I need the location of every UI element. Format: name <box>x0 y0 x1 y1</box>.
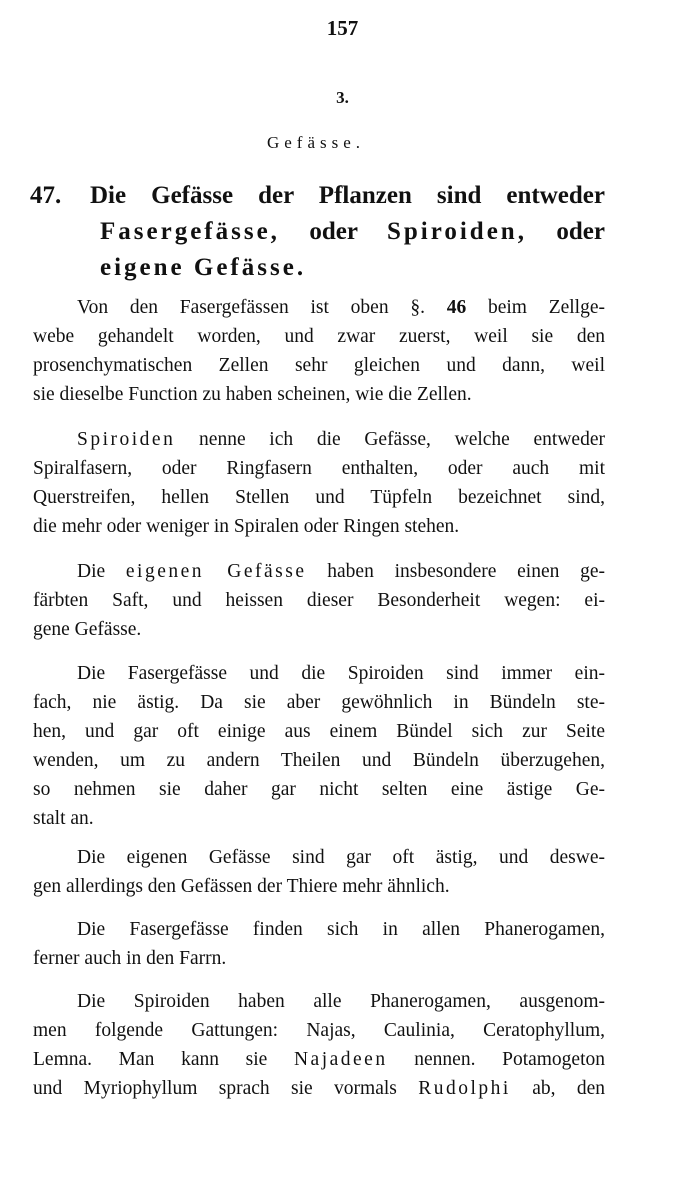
paragraph-4 <box>33 659 605 833</box>
text-line <box>33 557 605 586</box>
text-line: gene Gefässe. <box>33 619 142 640</box>
paragraph-7 <box>33 987 605 1103</box>
text-line: wenden, um zu andern Theilen und Bündeln überzugehen, <box>33 750 605 771</box>
text-line: Querstreifen, hellen Stellen und Tüpfeln bezeichnet sind, <box>33 487 605 508</box>
paragraph-heading <box>30 178 605 286</box>
text-span: nenne ich die Gefässe, welche entweder <box>175 429 605 450</box>
text-line <box>33 293 605 322</box>
spaced-term: Rudolphi <box>418 1078 511 1099</box>
text-line: so nehmen sie daher gar nicht selten eine ästige Ge- <box>33 779 605 800</box>
text-line <box>33 1074 605 1103</box>
paragraph-2 <box>33 425 605 541</box>
section-number: 3. <box>336 88 349 107</box>
text-line: Spiralfasern, oder Ringfasern enthalten, oder auch mit <box>33 458 605 479</box>
text-line <box>33 1045 605 1074</box>
text-span: und Myriophyllum sprach sie vormals <box>33 1078 419 1099</box>
paragraph-1 <box>33 293 605 409</box>
text-line: prosenchymatischen Zellen sehr gleichen und dann, weil <box>33 355 605 376</box>
heading-line-2-end: oder <box>526 218 605 245</box>
text-line: men folgende Gattungen: Najas, Caulinia, Ceratophyllum, <box>33 1020 605 1041</box>
text-line: färbten Saft, und heissen dieser Besonderheit wegen: ei- <box>33 590 605 611</box>
heading-line-2 <box>30 214 605 250</box>
section-reference: 46 <box>446 297 467 318</box>
text-line: hen, und gar oft einige aus einem Bündel sich zur Seite <box>33 721 605 742</box>
heading-line-2-mid: oder <box>279 218 387 245</box>
paragraph-6 <box>33 915 605 973</box>
text-line <box>33 425 605 454</box>
text-span: ab, den <box>510 1078 605 1099</box>
paragraph-3 <box>33 557 605 644</box>
heading-term-spiroiden: Spiroiden, <box>386 218 527 245</box>
text-line: stalt an. <box>33 808 94 829</box>
text-line: Die Fasergefässe und die Spiroiden sind immer ein- <box>77 663 605 684</box>
text-line: webe gehandelt worden, und zwar zuerst, weil sie den <box>33 326 605 347</box>
text-line: Die Spiroiden haben alle Phanerogamen, ausgenom- <box>77 991 605 1012</box>
heading-line-3 <box>30 250 605 286</box>
heading-line-1 <box>30 178 605 214</box>
spaced-term: Spiroiden <box>77 429 176 450</box>
text-span: beim Zellge- <box>466 297 605 318</box>
section-title: Gefässe. <box>266 133 366 152</box>
text-line: Die eigenen Gefässe sind gar oft ästig, und deswe- <box>77 847 605 868</box>
spaced-term: eigenen Gefässe <box>125 561 307 582</box>
heading-line-1-text: Die Gefässe der Pflanzen sind entweder <box>90 182 605 209</box>
text-span: Von den Fasergefässen ist oben §. <box>77 297 447 318</box>
heading-number: 47. <box>30 182 62 209</box>
heading-term-fasergefaesse: Fasergefässe, <box>100 218 280 245</box>
heading-line-3-end: . <box>296 254 304 281</box>
text-line: ferner auch in den Farrn. <box>33 948 227 969</box>
paragraph-5 <box>33 843 605 901</box>
page-number: 157 <box>326 16 359 40</box>
text-line: sie dieselbe Function zu haben scheinen, wie die Zellen. <box>33 384 472 405</box>
heading-term-eigene-gefaesse: eigene Gefässe <box>100 254 297 281</box>
text-span: Die <box>77 561 126 582</box>
spaced-term: Najadeen <box>293 1049 388 1070</box>
text-line: Die Fasergefässe finden sich in allen Phanerogamen, <box>77 919 605 940</box>
text-line: die mehr oder weniger in Spiralen oder Ringen stehen. <box>33 516 460 537</box>
text-span: nennen. Potamogeton <box>387 1049 606 1070</box>
text-span: Lemna. Man kann sie <box>33 1049 294 1070</box>
text-line: fach, nie ästig. Da sie aber gewöhnlich in Bündeln ste- <box>33 692 605 713</box>
text-line: gen allerdings den Gefässen der Thiere mehr ähnlich. <box>33 876 450 897</box>
text-span: haben insbesondere einen ge- <box>306 561 605 582</box>
